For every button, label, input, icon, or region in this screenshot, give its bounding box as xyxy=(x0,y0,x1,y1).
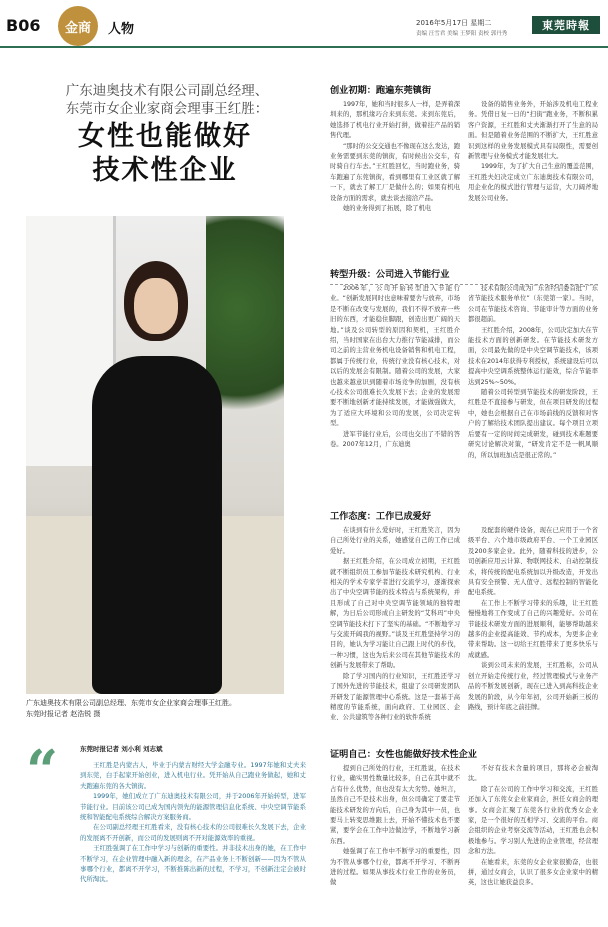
paragraph: 2006年，公司开始转型进入节能行业。“创新发展同时也意味着要舍与放弃，市场是不断在改变与发展的，我们不得不放弃一些旧的东西，才能稳住脚跟，创造出更广阔的天地。”谈及公司转型的原因和契机，王红胜介绍，当时国家在出台大力推行节能减排，而公司之前的主营业务机电设备销售和机电工程，都属于传统行业，传统行业没有核心技术，对以后的发展会有限制。随着公司的发展，大家也越来越意识到随着市场竞争的加剧，没有核心技术公司很难长久发展下去；企业的发展需要不断地创新才能持续发展，才能做强做大，为了适应大环境和公司的发展，公司决定转型。 xyxy=(330,285,460,428)
paragraph: “那时的公交交通也不像现在这么发达，跑业务需要到东莞的镇街，有时候出公交车，有时骑自行车去。”王红胜回忆，当时跑业务，骑车跑遍了东莞镇街，看到哪里有工业区就了解一下，就去了解工厂是做什么的；如果有机电设备方面的需求，就去谈去接洽产品。 xyxy=(330,142,460,202)
section-subtitle: 人物 xyxy=(108,22,135,37)
section-badge: 金商 xyxy=(58,6,98,46)
intro-paragraph: 1999年，她们成立了广东迪奥技术有限公司，并于2006年开始转型，进军节能行业。目前该公司已成为国内领先的能源管理信息化系统、中央空调节能系统和智能配电系统综合解决方案服务商。 xyxy=(80,792,306,822)
paragraph: 在谈到有什么爱好时，王红胜笑言，因为自己所处行业的关系，她感觉自己的工作已成爱好。 xyxy=(330,527,460,555)
headline-line-2: 技术性企业 xyxy=(92,155,238,186)
section-title: 工作态度：工作已成爱好 xyxy=(330,511,432,522)
page-number: B06 xyxy=(6,16,41,35)
paragraph: 在工作上不断学习带来的乐趣，让王红胜慢慢地将工作变成了自己的兴趣爱好。公司在节能技术研发方面的进展顺利，能够帮助越来越多的企业提高能效、节约成本，为更多企业带来帮助。这一切给王红胜带来了更多快乐与成就感。 xyxy=(468,599,598,659)
deck-line-1: 广东迪奥技术有限公司副总经理、 xyxy=(65,83,269,99)
headline-line-1: 女性也能做好 xyxy=(78,121,252,152)
page-header xyxy=(0,0,608,48)
portrait-photo xyxy=(26,216,284,694)
paragraph: 谈到公司未来的发展，王红胜称，公司从创立开始走传统行业，经过管理模式与业务产品的不断发展创新，现在已进入到高科技企业发展的阶段，从今年年初，公司开始新三板的路线，预计年底之前挂牌。 xyxy=(468,662,598,711)
photo-figure-dress xyxy=(92,356,222,694)
paragraph: 除了在公司的工作中学习和交流，王红胜还加入了东莞女企业家商会，担任女商会的理事。女商会汇聚了东莞各行业的优秀女企业家，是一个很好的互相学习、交流的平台。商会组织的企业考察交流等活动，王红胜也会积极地参与。学习别人先进的企业管理，经营理念和方法。 xyxy=(468,785,598,856)
article-headline xyxy=(20,120,310,188)
section-column xyxy=(468,764,598,924)
caption-line-1: 广东迪奥技术有限公司副总经理、东莞市女企业家商会理事王红胜。 xyxy=(26,699,236,707)
intro-paragraph: 王红胜是内蒙古人，毕业于内蒙古财经大学金融专业。1997年她和丈夫来到东莞，白手起家开始创业，进入机电行业。凭开始从自己跑业务做起，她和丈夫跑遍东莞的各大镇街。 xyxy=(80,761,306,790)
issue-date: 2016年5月17日 星期二 xyxy=(416,19,492,27)
section-column xyxy=(468,526,598,740)
article-deck xyxy=(22,82,312,118)
paragraph: 设备的销售业务外，开始涉及机电工程业务。凭借日复一日的“扫街”跑业务，不断积累客户资源，王红胜和丈夫渐渐打开了生意的局面。但是随着业务范围的不断扩大，王红胜意识到这样的业务发展模式具有局限性，需要创新管理与业务模式才能发展壮大。 xyxy=(468,101,598,161)
editor-credits: 责编 汪雪君 美编 王梦阳 责校 郭丹秀 xyxy=(416,31,508,37)
right-columns xyxy=(316,56,608,927)
section-column xyxy=(468,100,598,276)
article-intro xyxy=(80,760,306,885)
intro-paragraph: 在公司副总经理王红胜看来，没有核心技术的公司很难长久发展下去，企业的发展离不开创新，而公司的发展则离不开对能源效率的重视。 xyxy=(80,823,306,842)
section-column xyxy=(330,100,460,276)
paragraph: 王红胜介绍，2008年，公司决定加大在节能技术方面的创新研发。在节能技术研发方面，公司最先做的是中央空调节能技术，该项技术在2014年获得专利授权，系统建设后可以提高中央空调系统整体运行能效，综合节能率达到25%~50%。 xyxy=(468,326,598,386)
deck-line-2: 东莞市女企业家商会理事王红胜： xyxy=(65,101,269,117)
article-byline: 东莞时报记者 刘小利 刘志斌 xyxy=(80,745,163,753)
paragraph: 1999年，为了扩大自己生意的覆盖范围，王红胜夫妇决定成立广东迪奥技术有限公司，用企业化的模式进行管理与运营，大刀阔斧地发展公司业务。 xyxy=(468,163,598,202)
section-title: 证明自己：女性也能做好技术性企业 xyxy=(330,749,477,760)
paragraph: 不好有技术含量的项目，那将必会被淘汰。 xyxy=(468,765,598,783)
paragraph: 她的业务得到了拓展，除了机电 xyxy=(343,205,432,213)
paragraph: 她强调了在工作中不断学习的重要性，因为不管从事哪个行业，都离不开学习、不断再进的过程。如果从事技术行业工作的业务员，做 xyxy=(330,848,460,887)
photo-figure-face xyxy=(134,278,178,334)
section-column xyxy=(468,284,598,502)
section-column xyxy=(330,764,460,924)
section-column xyxy=(330,284,460,502)
paragraph: 据王红胜介绍，在公司成立初期，王红胜就不断组织员工参加节能技术研究机构、行业相关的学术专家学者进行交流学习，逐渐探索出了中央空调节能的技术特点与系统架构，并且形成了自己对中央空调节能领域的独特理解，为日后公司形成自主研发的“艾科玛”中央空调节能技术打下了坚实的基础。“不断地学习与交流开阔我的视野。”谈及王红胜坚持学习的目的，她认为学习能让自己跟上时代的步伐，一种习惯，这也为后来公司在其他节能技术的创新与发展带来了帮助。 xyxy=(330,558,460,670)
paragraph: 技术有限公司成为广东省经信委首批“广东省节能技术服务单位”（东莞第一家）。当时，公司在节能技术咨询、节能审计等方面的业务都很超前。 xyxy=(468,285,598,324)
section-column xyxy=(330,526,460,740)
paragraph: 提到自己所处的行业，王红胜说，在技术行业，确实男性数量比较多，自己在其中就不占有什么优势，但也没有太大劣势。她坦言，虽然自己不是技术出身，但公司确定了要走节能技术研发的方向后，自己身为其中一员，也要马上转变思维跟上去，开始不懂技术也不要紧，要学会在工作中边做边学，不断地学习新东西。 xyxy=(330,765,460,845)
caption-line-2: 东莞时报记者 赵浩锐 摄 xyxy=(26,710,101,718)
paragraph: 在她看来，东莞的女企业家很勤奋，也很拼，通过女商会，认识了很多女企业家中的精英，这也让她获益良多。 xyxy=(468,858,598,887)
section-title: 转型升级：公司进入节能行业 xyxy=(330,269,450,280)
paragraph: 进军节能行业后，公司也交出了不错的答卷。2007年12月，广东迪奥 xyxy=(330,430,460,449)
newspaper-masthead-logo: 東莞時報 xyxy=(532,16,600,34)
paragraph: 随着公司转型到节能技术的研发阶段，王红胜是不直接参与研发，但在项目研发的过程中，她也会根据自己在市场前线的反馈和对客户的了解给技术团队提出建议。每个项目立项后要有一定的时间完成研发，碰到技术难题要研究讨论解决对策，“研发肯定不是一帆风顺的，所以加班加点是很正常的。” xyxy=(468,389,598,459)
paragraph: 及配套的硬件设备，现在已应用于一个省级平台、六个地市级政府平台、一个工业园区及200多家企业。此外，随着科技的进步，公司创新应用云计算、物联网技术、自动控制技术，将传统的配电系统加以升级改造，开发出具有安全预警、无人值守、远程控制的智能化配电系统。 xyxy=(468,527,598,597)
left-column xyxy=(0,56,316,927)
intro-paragraph: 王红胜强调了在工作中学习与创新的重要性。并非技术出身的她，在工作中不断学习，在企业管理中融入新的理念，在产品业务上不断创新——因为不管从事哪个行业，都离不开学习，不断推陈出新的过程，不学习，不创新注定会被时代所淘汰。 xyxy=(80,844,306,884)
photo-caption xyxy=(26,698,302,720)
paragraph: 除了学习国内的行业知识，王红胜还学习了国外先进的节能技术，组建了公司研发团队开研发了能源管理中心系统。这是一套基于高精度的节能系统，面向政府、工业园区、企业、公共建筑等各种行业的软件系统 xyxy=(330,672,460,722)
section-title: 创业初期：跑遍东莞镇街 xyxy=(330,85,432,96)
paragraph: 1997年，她和当时很多人一样，是弄着深圳来的，那机缘巧合来到东莞。来到东莞后，她选择了机电行业开始打拼，做着挂产品的销售代理。 xyxy=(330,101,460,140)
quote-mark-icon: “ xyxy=(26,738,59,804)
